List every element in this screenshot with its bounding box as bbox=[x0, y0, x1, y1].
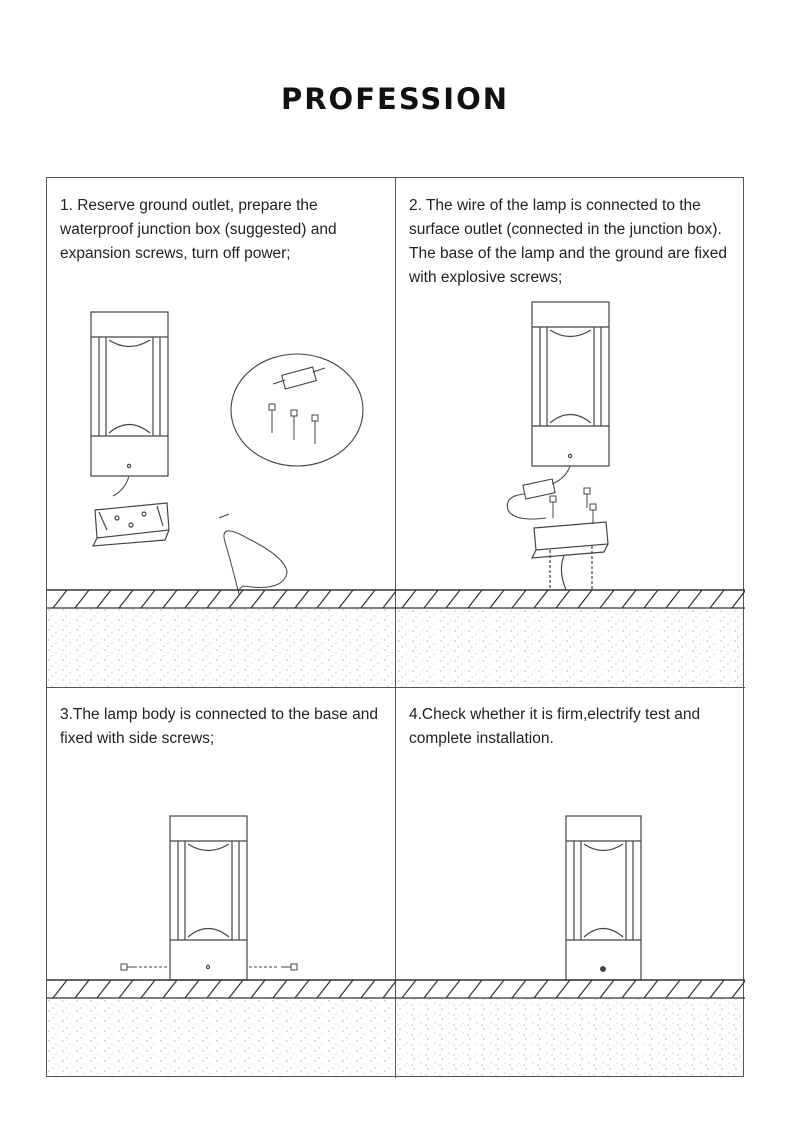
step-3-illustration bbox=[47, 687, 396, 1077]
step-1-text: 1. Reserve ground outlet, prepare the waterproof junction box (suggested) and expansion screws, turn off power; bbox=[60, 197, 337, 262]
step-3-panel bbox=[47, 687, 396, 1077]
expansion-screw-icon bbox=[269, 404, 318, 444]
page-title: PROFESSION bbox=[280, 82, 510, 116]
ground-hatch-icon bbox=[396, 590, 745, 687]
step-2-text: 2. The wire of the lamp is connected to the surface outlet (connected in the junction box). The base of the lamp and the ground are fixed with explosive screws; bbox=[409, 197, 727, 286]
junction-box-icon bbox=[507, 466, 570, 519]
step-3-text: 3.The lamp body is connected to the base and fixed with side screws; bbox=[60, 706, 378, 747]
lamp-icon bbox=[566, 816, 641, 980]
lamp-icon bbox=[532, 302, 609, 466]
lamp-icon bbox=[91, 312, 168, 476]
step-4-panel bbox=[396, 687, 745, 1077]
ground-hatch-icon bbox=[396, 980, 745, 1077]
ground-hatch-icon bbox=[47, 980, 396, 1077]
step-1-illustration bbox=[47, 178, 396, 687]
ground-hatch-icon bbox=[47, 590, 396, 687]
step-2-panel bbox=[396, 178, 745, 687]
step-2-illustration bbox=[396, 178, 745, 687]
step-1-panel bbox=[47, 178, 396, 687]
base-bracket-icon bbox=[532, 522, 608, 590]
step-4-illustration bbox=[396, 687, 745, 1077]
instruction-grid bbox=[46, 177, 744, 1077]
step-4-text: 4.Check whether it is firm,electrify test and complete installation. bbox=[409, 706, 701, 747]
base-bracket-icon bbox=[93, 503, 169, 546]
lamp-icon bbox=[170, 816, 247, 980]
expansion-screw-icon bbox=[550, 488, 596, 524]
